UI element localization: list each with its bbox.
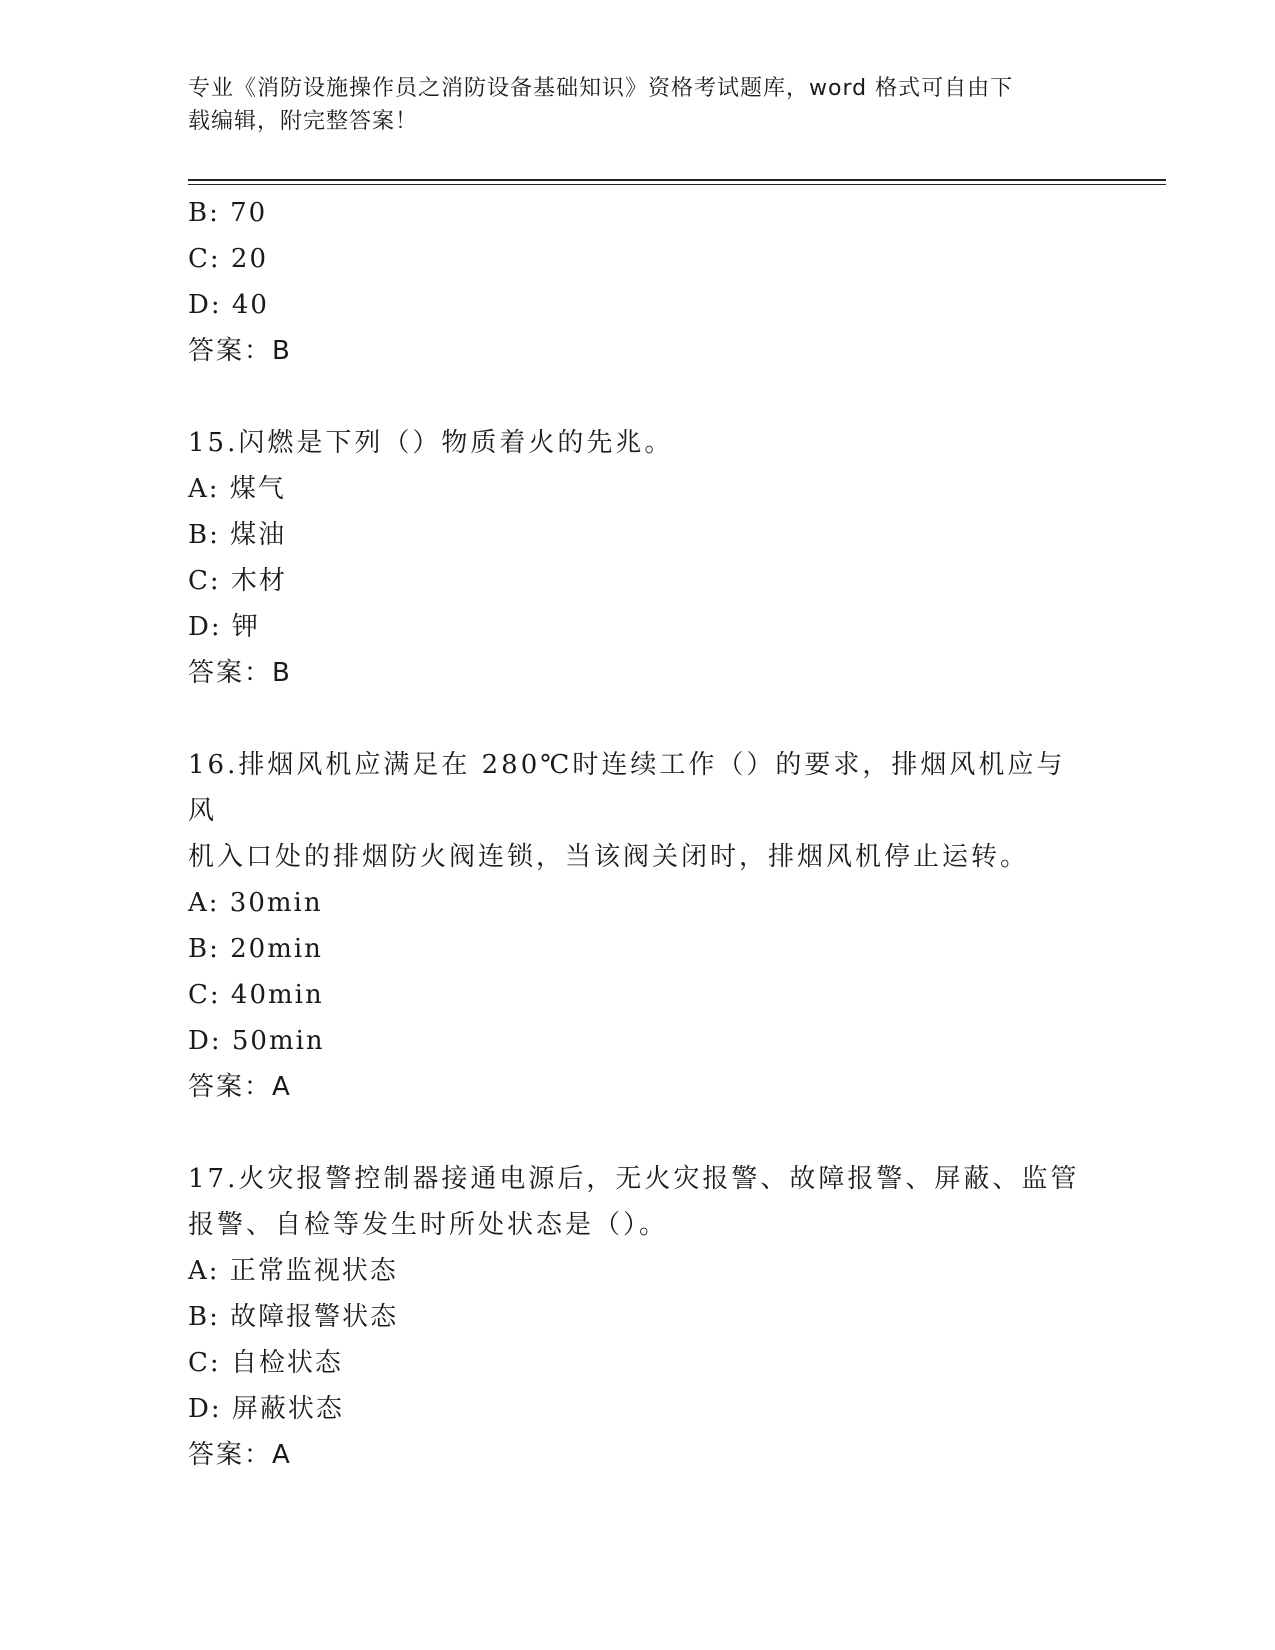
option-d: D: 钾 (188, 612, 260, 642)
option-d: D: 50min (188, 1026, 325, 1056)
question-stem-line-1: 17.火灾报警控制器接通电源后，无火灾报警、故障报警、屏蔽、监管 (188, 1164, 1080, 1194)
header-line-2: 载编辑，附完整答案！ (188, 109, 419, 134)
option-b: B: 20min (188, 934, 323, 964)
option-b: B: 煤油 (188, 520, 287, 550)
answer: 答案：B (188, 658, 292, 688)
header-double-rule-bottom (188, 184, 1166, 185)
question-stem-line-2: 报警、自检等发生时所处状态是（）。 (188, 1210, 669, 1240)
answer: 答案：A (188, 1440, 292, 1470)
option-b: B: 故障报警状态 (188, 1302, 399, 1332)
question-17 (188, 1156, 1088, 1478)
question-15 (188, 420, 1088, 696)
option-d: D: 40 (188, 290, 269, 320)
option-c: C: 自检状态 (188, 1348, 343, 1378)
option-a: A: 30min (188, 888, 323, 918)
document-header (188, 72, 1068, 138)
question-stem-line-1: 16.排烟风机应满足在 280℃时连续工作（）的要求，排烟风机应与风 (188, 750, 1066, 826)
option-c: C: 40min (188, 980, 324, 1010)
option-d: D: 屏蔽状态 (188, 1394, 344, 1424)
header-double-rule-top (188, 179, 1166, 181)
option-c: C: 20 (188, 244, 269, 274)
answer: 答案：A (188, 1072, 292, 1102)
option-a: A: 正常监视状态 (188, 1256, 398, 1286)
question-16 (188, 742, 1088, 1110)
question-stem: 15.闪燃是下列（）物质着火的先兆。 (188, 428, 674, 458)
option-a: A: 煤气 (188, 474, 286, 504)
question-list (188, 190, 1088, 1478)
option-c: C: 木材 (188, 566, 287, 596)
option-b: B: 70 (188, 198, 268, 228)
spacer (188, 374, 1088, 420)
header-line-1: 专业《消防设施操作员之消防设备基础知识》资格考试题库，word 格式可自由下 (188, 76, 1014, 101)
answer: 答案：B (188, 336, 292, 366)
spacer (188, 696, 1088, 742)
question-stem-line-2: 机入口处的排烟防火阀连锁，当该阀关闭时，排烟风机停止运转。 (188, 842, 1030, 872)
spacer (188, 1110, 1088, 1156)
question-14-continued (188, 190, 1088, 374)
